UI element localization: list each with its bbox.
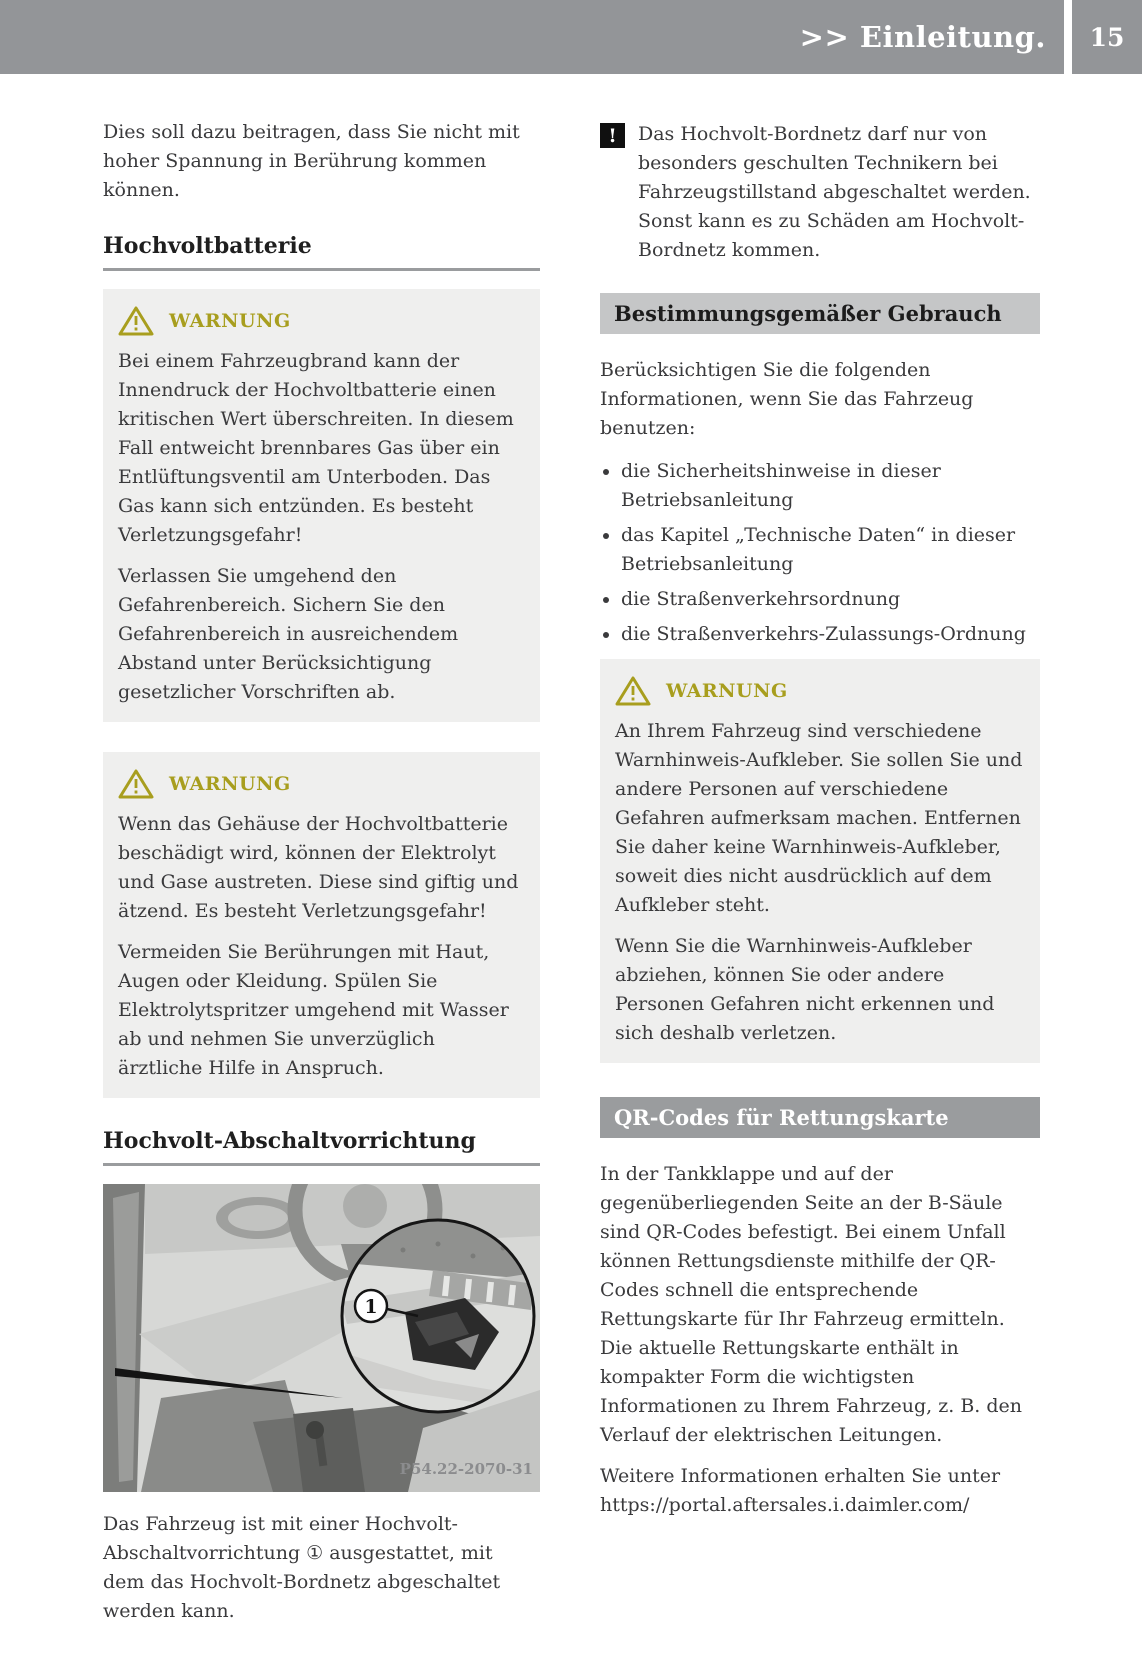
note-block	[600, 120, 1040, 265]
qr-paragraph: In der Tankklappe und auf der gegenüberliegenden Seite an der B-Säule sind QR-Codes befestigt. Bei einem Unfall können Rettungsdienste mithilfe der QR-Codes schnell die entsprechende Rettungskarte für Ihr Fahrzeug ermitteln. Die aktuelle Rettungskarte enthält in kompakter Form die wichtigsten Informationen zu Ihrem Fahrzeug, z. B. den Verlauf der elektrischen Leitungen.	[600, 1163, 1023, 1446]
body-paragraph: Das Fahrzeug ist mit einer Hochvolt-Abschaltvorrichtung ① ausgestattet, mit dem das Hochvolt-Bordnetz abgeschaltet werden kann.	[103, 1513, 501, 1622]
section-title-hochvoltbatterie: Hochvoltbatterie	[103, 233, 540, 271]
left-column	[103, 112, 540, 1638]
more-info-paragraph	[600, 1462, 1040, 1520]
warning-triangle-icon	[118, 305, 154, 337]
callout-1-number: 1	[364, 1296, 378, 1318]
warning-header	[118, 305, 525, 337]
intro-paragraph: Dies soll dazu beitragen, dass Sie nicht mit hoher Spannung in Berührung kommen können.	[103, 121, 520, 201]
page-number: 15	[1072, 0, 1142, 74]
warning-paragraph: Verlassen Sie umgehend den Gefahrenbereich. Sichern Sie den Gefahrenbereich in ausreichendem Abstand unter Berücksichtigung gesetzlicher Vorschriften ab.	[118, 565, 459, 703]
warning-paragraph: An Ihrem Fahrzeug sind verschiedene Warnhinweis-Aufkleber. Sie sollen Sie und andere Personen auf verschiedene Gefahren aufmerksam machen. Entfernen Sie daher keine Warnhinweis-Aufkleber, soweit dies nicht ausdrücklich auf dem Aufkleber steht.	[615, 720, 1023, 916]
breadcrumb: >> Einleitung.	[799, 20, 1046, 54]
warning-paragraph: Vermeiden Sie Berührungen mit Haut, Augen oder Kleidung. Spülen Sie Elektrolytspritzer umgehend mit Wasser ab und nehmen Sie unverzüglich ärztliche Hilfe in Anspruch.	[118, 941, 509, 1079]
warning-paragraph: Bei einem Fahrzeugbrand kann der Innendruck der Hochvoltbatterie einen kritischen Wert überschreiten. In diesem Fall entweicht brennbares Gas über ein Entlüftungsventil am Unterboden. Das Gas kann sich entzünden. Es besteht Verletzungsgefahr!	[118, 350, 514, 546]
section-title-abschaltvorrichtung: Hochvolt-Abschaltvorrichtung	[103, 1128, 540, 1166]
warning-box-battery-fire	[103, 289, 540, 722]
car-interior-photo	[103, 1184, 540, 1492]
list-item: • die Sicherheitshinweise in dieser Betriebsanleitung	[621, 457, 1040, 515]
warning-header	[615, 675, 1025, 707]
warning-triangle-icon	[118, 768, 154, 800]
warning-paragraph: Wenn das Gehäuse der Hochvoltbatterie beschädigt wird, können der Elektrolyt und Gase austreten. Diese sind giftig und ätzend. Es besteht Verletzungsgefahr!	[118, 813, 519, 922]
warning-label: WARNUNG	[169, 310, 291, 332]
figure-hv-disconnect	[103, 1184, 540, 1492]
warning-box-stickers	[600, 659, 1040, 1063]
warning-box-electrolyte	[103, 752, 540, 1098]
more-info-label: Weitere Informationen erhalten Sie unter	[600, 1465, 1001, 1487]
warning-triangle-icon	[615, 675, 651, 707]
figure-caption: P54.22-2070-31	[399, 1460, 533, 1478]
section-bar-qr-codes: QR-Codes für Rettungskarte	[600, 1097, 1040, 1138]
list-item: • das Kapitel „Technische Daten“ in dieser Betriebsanleitung	[621, 521, 1040, 579]
list-item: • die Straßenverkehrs-Zulassungs-Ordnung	[621, 620, 1040, 649]
warning-header	[118, 768, 525, 800]
usage-intro-paragraph: Berücksichtigen Sie die folgenden Informationen, wenn Sie das Fahrzeug benutzen:	[600, 359, 974, 439]
list-item: • die Straßenverkehrsordnung	[621, 585, 1040, 614]
aftersales-portal-link[interactable]: https://portal.aftersales.i.daimler.com/	[600, 1494, 970, 1516]
warning-paragraph: Wenn Sie die Warnhinweis-Aufkleber abziehen, können Sie oder andere Personen Gefahren nicht erkennen und sich deshalb verletzen.	[615, 935, 995, 1044]
exclamation-note-icon: !	[600, 123, 625, 148]
page-header-bar	[0, 0, 1064, 74]
warning-label: WARNUNG	[666, 680, 788, 702]
right-column	[600, 112, 1040, 1532]
usage-bullet-list	[600, 457, 1040, 649]
note-paragraph: Das Hochvolt-Bordnetz darf nur von besonders geschulten Technikern bei Fahrzeugstillstand abgeschaltet werden. Sonst kann es zu Schäden am Hochvolt-Bordnetz kommen.	[638, 123, 1031, 261]
warning-label: WARNUNG	[169, 773, 291, 795]
section-bar-bestimmungsgemaesser-gebrauch: Bestimmungsgemäßer Gebrauch	[600, 293, 1040, 334]
